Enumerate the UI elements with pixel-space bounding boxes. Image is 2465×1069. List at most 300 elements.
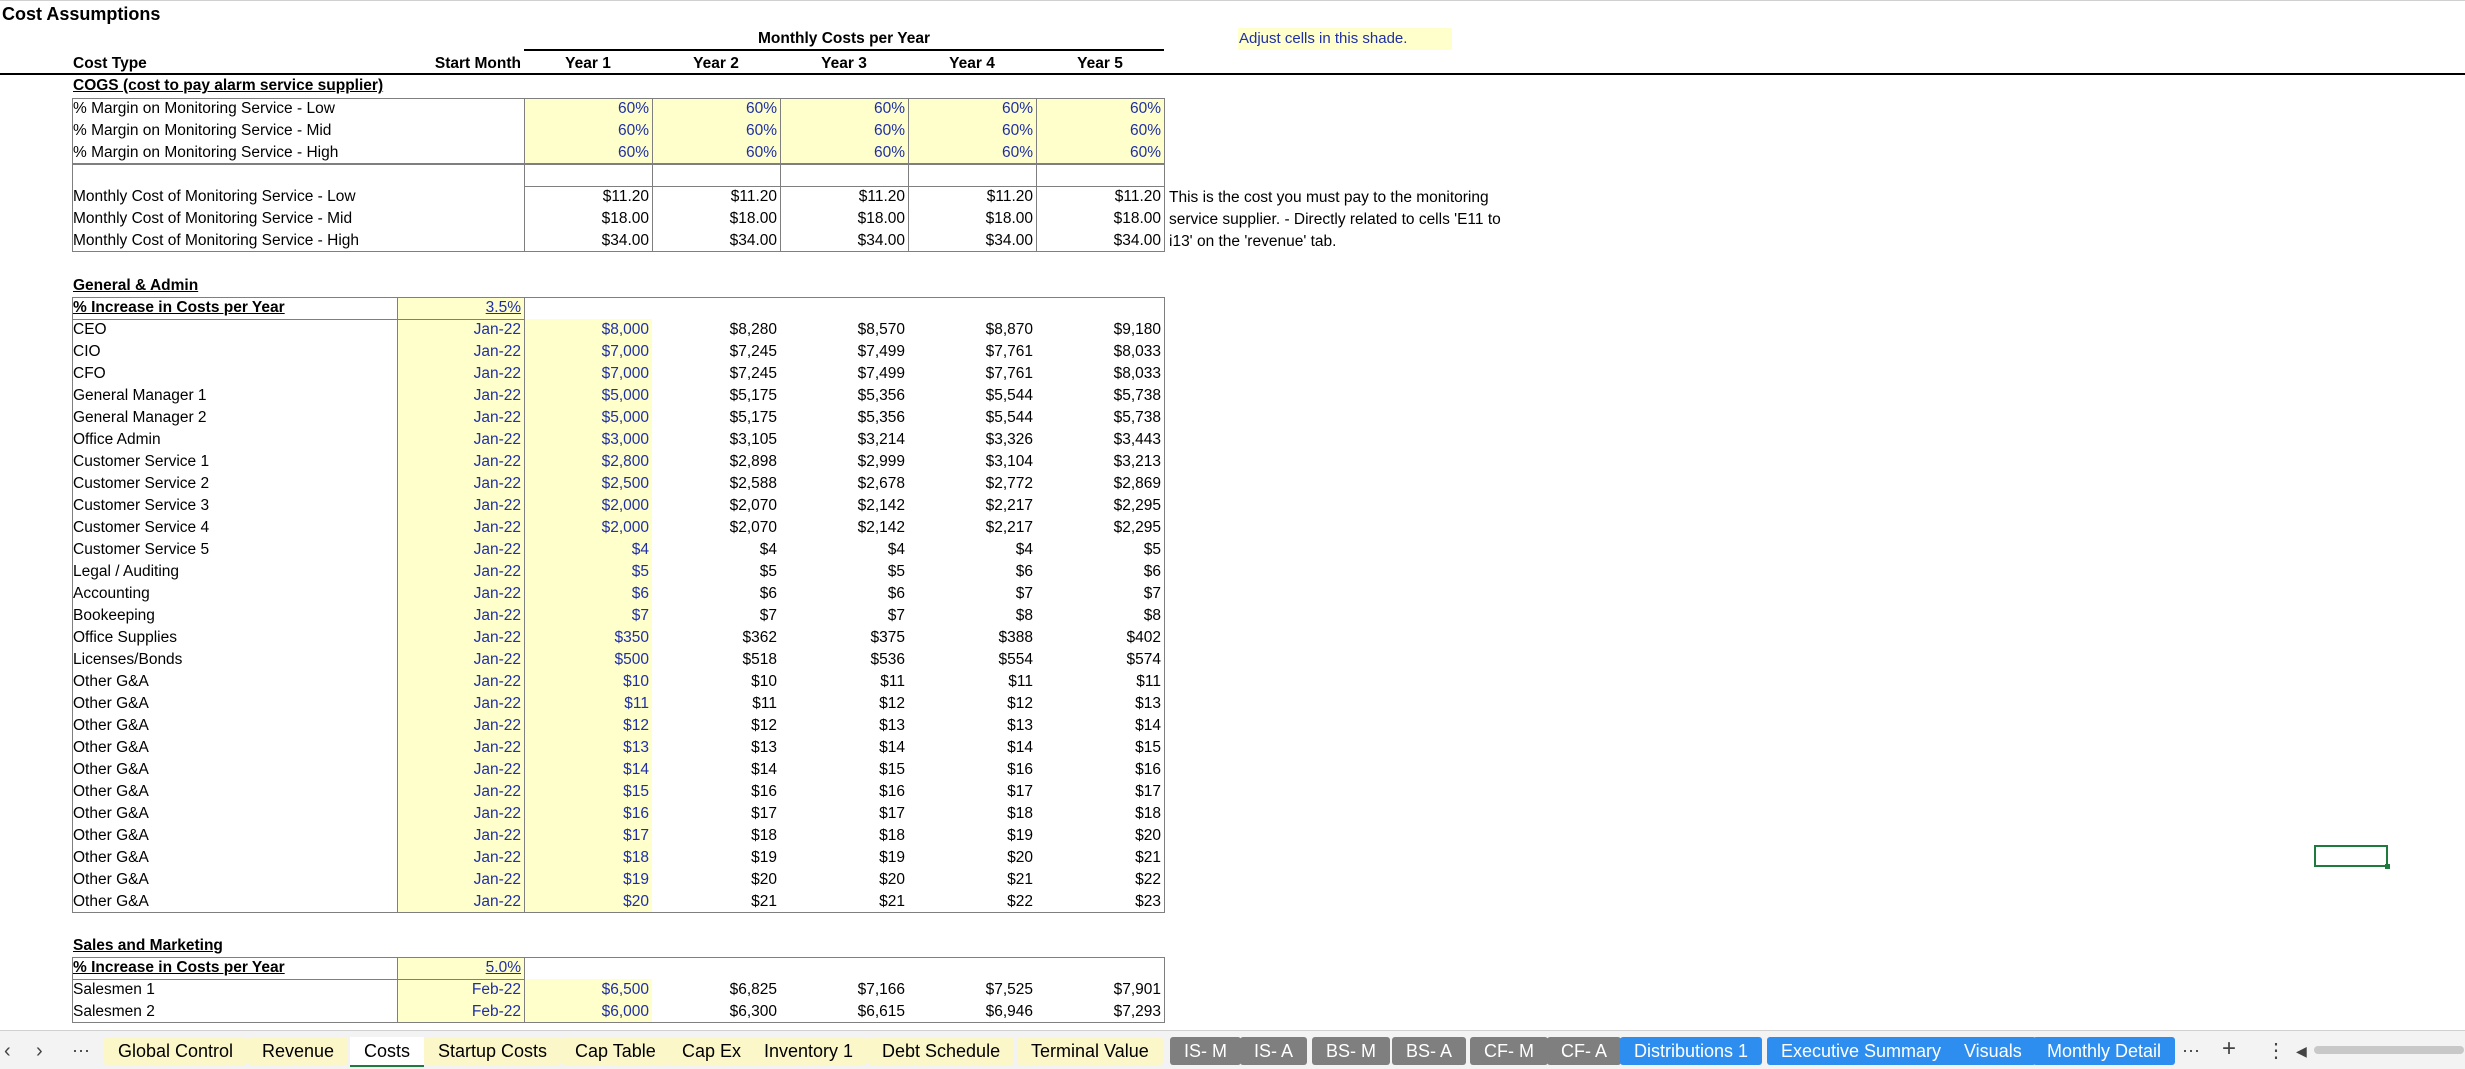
more-tabs-left-icon[interactable]: ⋯ — [72, 1041, 90, 1061]
year-value-cell: $5,356 — [857, 409, 905, 426]
start-month-input[interactable]: Jan-22 — [397, 517, 524, 539]
sm-increase-value: 5.0% — [485, 959, 521, 976]
year-value-cell: $17 — [1007, 783, 1033, 800]
year-value-cell: $12 — [879, 695, 905, 712]
year1-input-cell[interactable]: $350 — [524, 627, 652, 649]
year-value-cell: $18 — [879, 827, 905, 844]
col-header-start-month: Start Month — [434, 55, 521, 72]
year1-input-cell[interactable]: $7 — [524, 605, 652, 627]
page-title: Cost Assumptions — [2, 4, 161, 24]
row-label: Accounting — [73, 585, 150, 602]
table-row — [0, 627, 1170, 649]
year-value-cell: $3,443 — [1113, 431, 1161, 448]
year1-input-cell[interactable]: $6 — [524, 583, 652, 605]
year-value-cell: $14 — [1007, 739, 1033, 756]
year-value-cell: $554 — [998, 651, 1033, 668]
year-value-cell: $2,898 — [729, 453, 777, 470]
cogs-note-line-3: i13' on the 'revenue' tab. — [1169, 233, 1337, 250]
year-value-cell: $8,033 — [1113, 343, 1161, 360]
more-tabs-right-icon[interactable]: ⋯ — [2182, 1041, 2200, 1061]
table-row — [0, 363, 1170, 385]
margin-input-cell[interactable]: 60% — [908, 120, 1036, 142]
year-value-cell: $16 — [1135, 761, 1161, 778]
add-sheet-icon[interactable]: + — [2222, 1035, 2237, 1062]
year-value-cell: $6 — [1143, 563, 1161, 580]
tab-monthly-detail[interactable]: Monthly Detail — [2033, 1037, 2175, 1065]
year-value-cell: $14 — [751, 761, 777, 778]
year-value-cell: $17 — [879, 805, 905, 822]
sheet-tab-bar — [0, 1030, 2465, 1069]
adjust-note-text: Adjust cells in this shade. — [1239, 30, 1408, 47]
start-month-input[interactable]: Jan-22 — [397, 649, 524, 671]
table-row — [0, 693, 1170, 715]
col-divider — [397, 957, 398, 1023]
margin-input-cell[interactable]: 60% — [1036, 142, 1164, 164]
table-row — [0, 979, 1170, 1001]
year-value-cell: $23 — [1135, 893, 1161, 910]
header-row-line — [72, 319, 524, 320]
cost-cell: $11.20 — [602, 188, 649, 205]
tab-distributions-1[interactable]: Distributions 1 — [1620, 1037, 1762, 1065]
year-value-cell: $3,213 — [1113, 453, 1161, 470]
sm-increase-label: % Increase in Costs per Year — [73, 959, 285, 976]
margin-input-cell[interactable]: 60% — [652, 142, 780, 164]
row-label: Customer Service 4 — [73, 519, 210, 536]
year-value-cell: $5,738 — [1113, 387, 1161, 404]
year-value-cell: $16 — [751, 783, 777, 800]
year-value-cell: $2,588 — [729, 475, 777, 492]
year-value-cell: $7 — [1143, 585, 1161, 602]
row-label: Other G&A — [73, 871, 149, 888]
year-value-cell: $19 — [751, 849, 777, 866]
year-value-cell: $7,293 — [1113, 1003, 1161, 1020]
year-value-cell: $2,295 — [1113, 519, 1161, 536]
year-value-cell: $2,869 — [1113, 475, 1161, 492]
year-value-cell: $12 — [1007, 695, 1033, 712]
cogs-heading: COGS (cost to pay alarm service supplier) — [73, 77, 384, 94]
sheet-options-icon[interactable]: ⋮ — [2266, 1040, 2286, 1062]
row-label: Customer Service 2 — [73, 475, 210, 492]
col-divider — [908, 98, 909, 164]
row-label: Monthly Cost of Monitoring Service - Low — [73, 188, 356, 205]
margin-input-cell[interactable]: 60% — [1036, 120, 1164, 142]
start-month-input[interactable]: Jan-22 — [397, 473, 524, 495]
year-value-cell: $19 — [879, 849, 905, 866]
year-value-cell: $402 — [1126, 629, 1161, 646]
start-month-input[interactable]: Jan-22 — [397, 583, 524, 605]
year-value-cell: $388 — [998, 629, 1033, 646]
year1-input-cell[interactable]: $4 — [524, 539, 652, 561]
horizontal-scrollbar[interactable] — [2314, 1046, 2464, 1054]
table-row — [0, 781, 1170, 803]
year-value-cell: $8 — [1015, 607, 1033, 624]
start-month-input[interactable]: Jan-22 — [397, 319, 524, 341]
year-value-cell: $6 — [759, 585, 777, 602]
selected-cell[interactable] — [2314, 845, 2388, 867]
year-value-cell: $7 — [1015, 585, 1033, 602]
tab-visuals[interactable]: Visuals — [1950, 1037, 2036, 1065]
year-value-cell: $9,180 — [1113, 321, 1161, 338]
tab-debt-schedule[interactable]: Debt Schedule — [868, 1037, 1014, 1065]
table-row — [0, 98, 1170, 120]
col-header-year-2: Year 2 — [693, 55, 739, 72]
sm-increase-input[interactable] — [397, 957, 524, 979]
year-value-cell: $2,070 — [729, 519, 777, 536]
start-month-input[interactable]: Jan-22 — [397, 759, 524, 781]
margin-input-cell[interactable]: 60% — [780, 142, 908, 164]
year-value-cell: $2,217 — [985, 519, 1033, 536]
row-label: Other G&A — [73, 827, 149, 844]
year-value-cell: $2,295 — [1113, 497, 1161, 514]
year1-input-cell[interactable]: $5,000 — [524, 385, 652, 407]
year-value-cell: $2,142 — [857, 497, 905, 514]
table-row — [0, 407, 1170, 429]
table-row — [0, 583, 1170, 605]
tab-is-a[interactable]: IS- A — [1240, 1037, 1307, 1065]
ga-increase-value: 3.5% — [485, 299, 521, 316]
scroll-right-icon[interactable]: › — [36, 1040, 43, 1062]
tab-revenue[interactable]: Revenue — [248, 1037, 348, 1065]
table-row — [0, 737, 1170, 759]
start-month-input[interactable]: Jan-22 — [397, 847, 524, 869]
year-value-cell: $5,356 — [857, 387, 905, 404]
start-month-input[interactable]: Jan-22 — [397, 671, 524, 693]
row-label: % Margin on Monitoring Service - Low — [73, 100, 335, 117]
col-divider — [652, 164, 653, 252]
year-value-cell: $21 — [1007, 871, 1033, 888]
tab-cap-ex[interactable]: Cap Ex — [668, 1037, 755, 1065]
col-header-year-1: Year 1 — [565, 55, 611, 72]
year1-input-cell[interactable]: $7,000 — [524, 341, 652, 363]
year-value-cell: $5,175 — [729, 409, 777, 426]
tab-bs-m[interactable]: BS- M — [1312, 1037, 1390, 1065]
start-month-input[interactable]: Jan-22 — [397, 825, 524, 847]
table-row — [0, 429, 1170, 451]
row-label: Salesmen 1 — [73, 981, 155, 998]
year-value-cell: $5,544 — [985, 387, 1033, 404]
year1-input-cell[interactable]: $2,000 — [524, 495, 652, 517]
year-value-cell: $2,142 — [857, 519, 905, 536]
year1-input-cell[interactable]: $500 — [524, 649, 652, 671]
year1-input-cell[interactable]: $12 — [524, 715, 652, 737]
sm-heading: Sales and Marketing — [73, 937, 223, 954]
cost-cell: $11.20 — [1114, 188, 1161, 205]
margin-input-cell[interactable]: 60% — [780, 120, 908, 142]
ga-heading: General & Admin — [73, 277, 199, 294]
cost-cell: $18.00 — [601, 210, 649, 227]
table-row — [0, 473, 1170, 495]
year1-input-cell[interactable]: $8,000 — [524, 319, 652, 341]
hscroll-left-icon[interactable]: ◀ — [2296, 1043, 2307, 1059]
year1-input-cell[interactable]: $6,000 — [524, 1001, 652, 1023]
year1-input-cell[interactable]: $2,800 — [524, 451, 652, 473]
start-month-input[interactable]: Jan-22 — [397, 891, 524, 913]
year-value-cell: $7,499 — [857, 343, 905, 360]
row-label: % Margin on Monitoring Service - Mid — [73, 122, 332, 139]
year-value-cell: $7 — [759, 607, 777, 624]
cogs-note-line-1: This is the cost you must pay to the monitoring — [1169, 189, 1489, 206]
year-value-cell: $7,245 — [729, 343, 777, 360]
start-month-input[interactable]: Jan-22 — [397, 341, 524, 363]
start-month-input[interactable]: Jan-22 — [397, 737, 524, 759]
year1-input-cell[interactable]: $16 — [524, 803, 652, 825]
row-label: Licenses/Bonds — [73, 651, 183, 668]
cost-cell: $34.00 — [857, 232, 905, 249]
year-value-cell: $5,175 — [729, 387, 777, 404]
year-value-cell: $11 — [880, 673, 905, 690]
year-value-cell: $13 — [879, 717, 905, 734]
year1-input-cell[interactable]: $14 — [524, 759, 652, 781]
start-month-input[interactable]: Jan-22 — [397, 363, 524, 385]
tab-executive-summary[interactable]: Executive Summary — [1767, 1037, 1955, 1065]
col-divider — [908, 164, 909, 252]
table-row — [0, 208, 1170, 230]
year-value-cell: $17 — [1135, 783, 1161, 800]
year-value-cell: $20 — [1135, 827, 1161, 844]
row-label: Other G&A — [73, 673, 149, 690]
tab-terminal-value[interactable]: Terminal Value — [1017, 1037, 1163, 1065]
table-row — [0, 759, 1170, 781]
row-label: Customer Service 3 — [73, 497, 210, 514]
year-value-cell: $7 — [887, 607, 905, 624]
row-label: Other G&A — [73, 717, 149, 734]
year-value-cell: $17 — [751, 805, 777, 822]
margin-input-cell[interactable]: 60% — [524, 98, 652, 120]
table-row — [0, 517, 1170, 539]
year1-input-cell[interactable]: $10 — [524, 671, 652, 693]
year-value-cell: $11 — [1136, 673, 1161, 690]
col-divider — [397, 297, 398, 913]
cost-cell: $11.20 — [986, 188, 1033, 205]
cost-cell: $18.00 — [985, 210, 1033, 227]
tab-cap-table[interactable]: Cap Table — [561, 1037, 670, 1065]
year-value-cell: $4 — [887, 541, 905, 558]
year1-input-cell[interactable]: $3,000 — [524, 429, 652, 451]
year-value-cell: $6,615 — [857, 1003, 905, 1020]
year-value-cell: $8 — [1143, 607, 1161, 624]
year-value-cell: $7,761 — [985, 365, 1033, 382]
margin-input-cell[interactable]: 60% — [780, 98, 908, 120]
table-row — [0, 715, 1170, 737]
start-month-input[interactable]: Jan-22 — [397, 495, 524, 517]
year-value-cell: $7,166 — [857, 981, 905, 998]
col-header-cost-type: Cost Type — [73, 55, 147, 72]
year1-input-cell[interactable]: $2,500 — [524, 473, 652, 495]
year-value-cell: $2,678 — [857, 475, 905, 492]
year-value-cell: $6,300 — [729, 1003, 777, 1020]
row-label: General Manager 1 — [73, 387, 207, 404]
year1-input-cell[interactable]: $7,000 — [524, 363, 652, 385]
year-value-cell: $536 — [870, 651, 905, 668]
year-value-cell: $5 — [1143, 541, 1161, 558]
top-border — [0, 0, 2465, 1]
year1-input-cell[interactable]: $2,000 — [524, 517, 652, 539]
table-row — [0, 539, 1170, 561]
start-month-input[interactable]: Jan-22 — [397, 539, 524, 561]
year1-input-cell[interactable]: $19 — [524, 869, 652, 891]
row-label: Bookeeping — [73, 607, 155, 624]
start-month-input[interactable]: Jan-22 — [397, 803, 524, 825]
start-month-input[interactable]: Feb-22 — [397, 979, 524, 1001]
start-month-input[interactable]: Jan-22 — [397, 781, 524, 803]
start-month-input[interactable]: Jan-22 — [397, 627, 524, 649]
start-month-input[interactable]: Jan-22 — [397, 869, 524, 891]
monthly-costs-header: Monthly Costs per Year — [758, 30, 930, 47]
year1-input-cell[interactable]: $15 — [524, 781, 652, 803]
margin-input-cell[interactable]: 60% — [908, 98, 1036, 120]
start-month-input[interactable]: Jan-22 — [397, 693, 524, 715]
year1-input-cell[interactable]: $6,500 — [524, 979, 652, 1001]
table-row — [0, 561, 1170, 583]
cost-cell: $18.00 — [857, 210, 905, 227]
year-value-cell: $6,825 — [729, 981, 777, 998]
year1-input-cell[interactable]: $17 — [524, 825, 652, 847]
tab-inventory-1[interactable]: Inventory 1 — [750, 1037, 867, 1065]
row-label: Other G&A — [73, 695, 149, 712]
row-label: Office Supplies — [73, 629, 177, 646]
year-value-cell: $15 — [879, 761, 905, 778]
margin-input-cell[interactable]: 60% — [524, 120, 652, 142]
table-row — [0, 605, 1170, 627]
monthly-costs-underline — [524, 49, 1164, 51]
start-month-input[interactable]: Jan-22 — [397, 715, 524, 737]
year-value-cell: $4 — [759, 541, 777, 558]
year-value-cell: $2,217 — [985, 497, 1033, 514]
start-month-input[interactable]: Jan-22 — [397, 451, 524, 473]
year-value-cell: $3,326 — [985, 431, 1033, 448]
row-label: Other G&A — [73, 805, 149, 822]
row-label: Legal / Auditing — [73, 563, 180, 580]
tab-bs-a[interactable]: BS- A — [1392, 1037, 1466, 1065]
tab-startup-costs[interactable]: Startup Costs — [424, 1037, 561, 1065]
year-value-cell: $11 — [752, 695, 777, 712]
table-row — [0, 186, 1170, 208]
row-label: Salesmen 2 — [73, 1003, 155, 1020]
year1-input-cell[interactable]: $13 — [524, 737, 652, 759]
start-month-input[interactable]: Feb-22 — [397, 1001, 524, 1023]
year-value-cell: $10 — [751, 673, 777, 690]
year-value-cell: $20 — [751, 871, 777, 888]
col-divider — [524, 164, 525, 252]
margin-input-cell[interactable]: 60% — [1036, 98, 1164, 120]
margin-input-cell[interactable]: 60% — [908, 142, 1036, 164]
year-value-cell: $518 — [742, 651, 777, 668]
table-row — [0, 803, 1170, 825]
cost-cell: $34.00 — [1113, 232, 1161, 249]
tab-costs[interactable]: Costs — [350, 1037, 424, 1067]
row-label: Other G&A — [73, 893, 149, 910]
year-value-cell: $19 — [1007, 827, 1033, 844]
col-divider — [524, 957, 525, 1023]
table-row — [0, 1001, 1170, 1023]
row-label: CEO — [73, 321, 107, 338]
margin-input-cell[interactable]: 60% — [652, 120, 780, 142]
year-value-cell: $16 — [1007, 761, 1033, 778]
year-value-cell: $6 — [887, 585, 905, 602]
cost-cell: $11.20 — [858, 188, 905, 205]
year-value-cell: $2,772 — [985, 475, 1033, 492]
col-divider — [524, 297, 525, 913]
col-divider — [1036, 164, 1037, 252]
year1-input-cell[interactable]: $11 — [524, 693, 652, 715]
year-value-cell: $20 — [1007, 849, 1033, 866]
year-value-cell: $7,901 — [1113, 981, 1161, 998]
tab-cf-a[interactable]: CF- A — [1547, 1037, 1621, 1065]
year-value-cell: $7,761 — [985, 343, 1033, 360]
year1-input-cell[interactable]: $18 — [524, 847, 652, 869]
table-row — [0, 341, 1170, 363]
row-label: Other G&A — [73, 783, 149, 800]
year-value-cell: $6,946 — [985, 1003, 1033, 1020]
margin-input-cell[interactable]: 60% — [652, 98, 780, 120]
year-value-cell: $4 — [1015, 541, 1033, 558]
table-row — [0, 671, 1170, 693]
year1-input-cell[interactable]: $5,000 — [524, 407, 652, 429]
col-header-year-5: Year 5 — [1077, 55, 1123, 72]
row-label: Monthly Cost of Monitoring Service - Mid — [73, 210, 353, 227]
table-row — [0, 825, 1170, 847]
cost-cell: $34.00 — [601, 232, 649, 249]
year-value-cell: $18 — [1135, 805, 1161, 822]
col-divider — [652, 98, 653, 164]
start-month-input[interactable]: Jan-22 — [397, 561, 524, 583]
year-value-cell: $15 — [1135, 739, 1161, 756]
start-month-input[interactable]: Jan-22 — [397, 605, 524, 627]
start-month-input[interactable]: Jan-22 — [397, 385, 524, 407]
year-value-cell: $13 — [751, 739, 777, 756]
scroll-left-icon[interactable]: ‹ — [4, 1040, 11, 1062]
row-label: CFO — [73, 365, 106, 382]
row-label: Other G&A — [73, 849, 149, 866]
start-month-input[interactable]: Jan-22 — [397, 429, 524, 451]
year-value-cell: $8,570 — [857, 321, 905, 338]
year-value-cell: $11 — [1008, 673, 1033, 690]
row-label: CIO — [73, 343, 101, 360]
year-value-cell: $13 — [1135, 695, 1161, 712]
ga-increase-input[interactable] — [397, 297, 524, 319]
row-label: Customer Service 5 — [73, 541, 210, 558]
year-value-cell: $13 — [1007, 717, 1033, 734]
year-value-cell: $22 — [1007, 893, 1033, 910]
header-underline — [0, 73, 2465, 75]
cogs-note-line-2: service supplier. - Directly related to cells 'E11 to — [1169, 211, 1501, 228]
year-value-cell: $5,544 — [985, 409, 1033, 426]
ga-increase-label: % Increase in Costs per Year — [73, 299, 285, 316]
tab-is-m[interactable]: IS- M — [1170, 1037, 1241, 1065]
year-value-cell: $14 — [879, 739, 905, 756]
cost-cell: $11.20 — [730, 188, 777, 205]
table-row — [0, 319, 1170, 341]
year-value-cell: $18 — [751, 827, 777, 844]
tab-global-control[interactable]: Global Control — [104, 1037, 247, 1065]
margin-input-cell[interactable]: 60% — [524, 142, 652, 164]
year-value-cell: $7,525 — [985, 981, 1033, 998]
year1-input-cell[interactable]: $5 — [524, 561, 652, 583]
year-value-cell: $574 — [1126, 651, 1161, 668]
col-divider — [1036, 98, 1037, 164]
year1-input-cell[interactable]: $20 — [524, 891, 652, 913]
row-label: % Margin on Monitoring Service - High — [73, 144, 339, 161]
year-value-cell: $3,214 — [857, 431, 905, 448]
year-value-cell: $18 — [1007, 805, 1033, 822]
table-row — [0, 451, 1170, 473]
year-value-cell: $12 — [751, 717, 777, 734]
adjust-note — [1238, 28, 1452, 50]
start-month-input[interactable]: Jan-22 — [397, 407, 524, 429]
year-value-cell: $2,999 — [857, 453, 905, 470]
tab-cf-m[interactable]: CF- M — [1470, 1037, 1548, 1065]
year-value-cell: $8,033 — [1113, 365, 1161, 382]
